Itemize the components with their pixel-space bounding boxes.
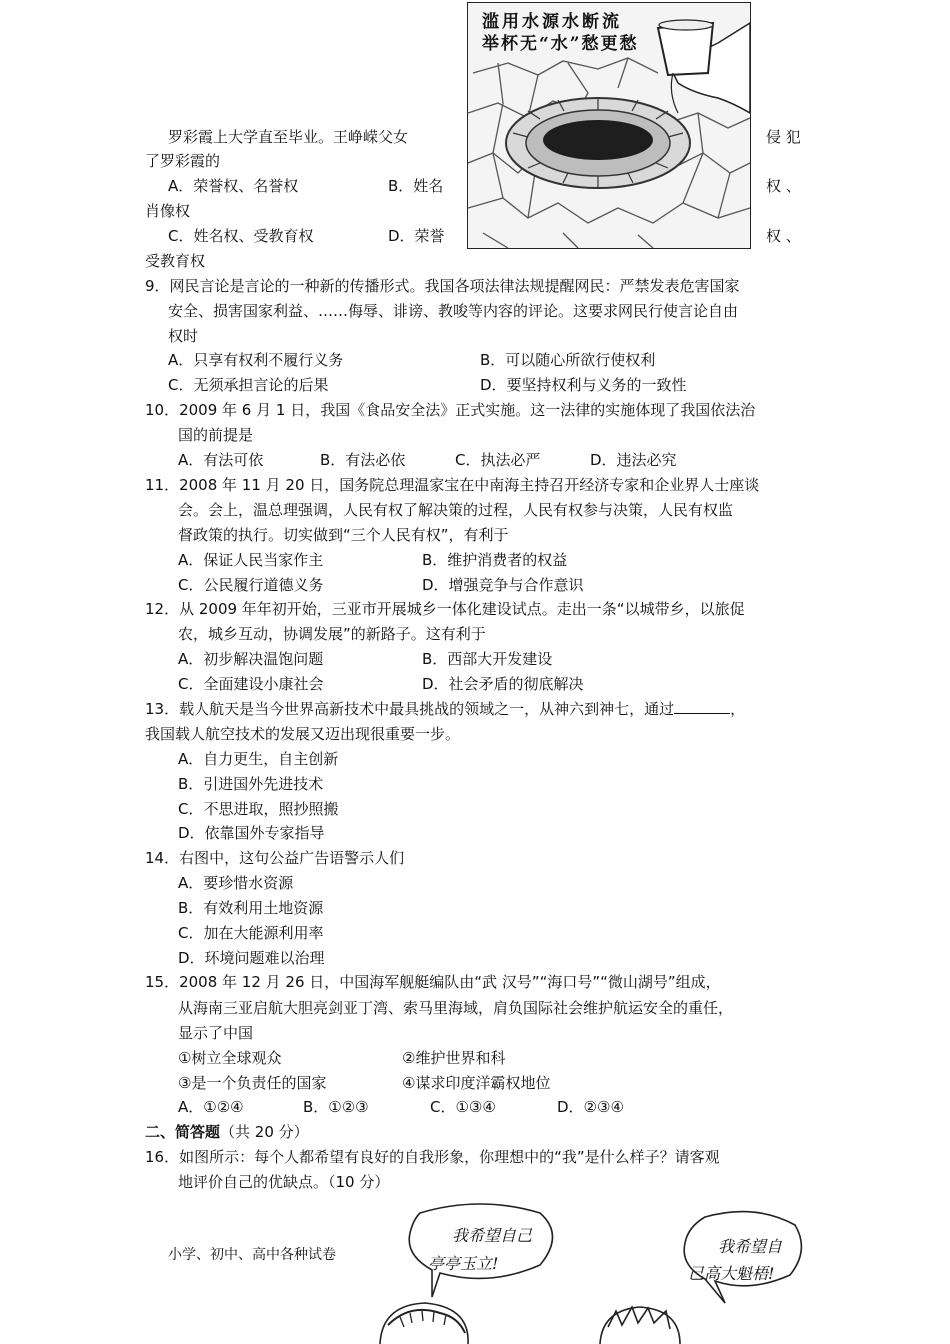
poster-slogan-line1: 滥用水源水断流 (482, 12, 622, 32)
q15-option-c: C．①③④ (430, 1098, 496, 1116)
q13-answer-blank (674, 699, 730, 714)
bubble1-text-line1: 我希望自己 (452, 1226, 533, 1245)
q8-option-d-end: 权 、 (766, 227, 801, 245)
q11-line2: 会。会上，温总理强调，人民有权了解决策的过程，人民有权参与决策，人民有权监 (178, 501, 734, 519)
q9-line2: 安全、损害国家利益、……侮辱、诽谤、教唆等内容的评论。这要求网民行使言论自由 (168, 302, 739, 320)
q12-option-a: A．初步解决温饱问题 (178, 650, 324, 668)
q15-statement-1: ①树立全球观众 (178, 1049, 282, 1067)
q15-option-d: D．②③④ (557, 1098, 624, 1116)
q8-option-d-cont: 受教育权 (145, 252, 206, 270)
poster-slogan-line2: 举杯无“水”愁更愁 (482, 34, 639, 54)
q8-option-d: D．荣誉 (388, 227, 445, 245)
q12-option-c: C．全面建设小康社会 (178, 675, 324, 693)
q13-option-d: D．依靠国外专家指导 (178, 824, 325, 842)
q11-option-d: D．增强竞争与合作意识 (422, 576, 584, 594)
q15-line1: 15．2008 年 12 月 26 日，中国海军舰艇编队由“武 汉号”“海口号”“微山湖号”组成， (145, 973, 721, 991)
q11-option-b: B．维护消费者的权益 (422, 551, 568, 569)
q15-option-b: B．①②③ (303, 1098, 369, 1116)
q15-line3: 显示了中国 (178, 1024, 254, 1042)
q11-line1: 11．2008 年 11 月 20 日，国务院总理温家宝在中南海主持召开经济专家和企业界人士座谈 (145, 476, 760, 494)
q11-line3: 督政策的执行。切实做到“三个人民有权”，有利于 (178, 526, 509, 544)
q8-option-a: A．荣誉权、名誉权 (168, 177, 299, 195)
bubble2-text-line2: 己高大魁梧! (688, 1264, 775, 1283)
q12-option-d: D．社会矛盾的彻底解决 (422, 675, 584, 693)
q8-stem-line1-end: 侵 犯 (766, 128, 801, 146)
q13-line1 (145, 699, 745, 719)
q9-option-a: A．只享有权利不履行义务 (168, 351, 344, 369)
q8-option-b-cont: 肖像权 (145, 202, 191, 220)
q16-line1: 16．如图所示：每个人都希望有良好的自我形象，你理想中的“我”是什么样子？请客观 (145, 1148, 720, 1166)
q10-line1: 10．2009 年 6 月 1 日，我国《食品安全法》正式实施。这一法律的实施体现了我国依法治 (145, 401, 756, 419)
q9-option-b: B．可以随心所欲行使权利 (480, 351, 656, 369)
q13-line1-text: 13．载人航天是当今世界高新技术中最具挑战的领域之一，从神六到神七，通过 (145, 700, 675, 718)
q12-line1: 12．从 2009 年年初开始，三亚市开展城乡一体化建设试点。走出一条“以城带乡，以旅促 (145, 600, 745, 618)
bubble1-text-line2: 亭亭玉立! (428, 1254, 499, 1273)
q14-option-d: D．环境问题难以治理 (178, 949, 325, 967)
q13-option-b: B．引进国外先进技术 (178, 775, 324, 793)
q8-stem-line1: 罗彩霞上大学直至毕业。王峥嵘父女 (168, 128, 409, 146)
q15-line2: 从海南三亚启航大胆亮剑亚丁湾、索马里海域，肩负国际社会维护航运安全的重任， (178, 999, 734, 1017)
q10-option-c: C．执法必严 (455, 451, 541, 469)
q9-option-c: C．无须承担言论的后果 (168, 376, 329, 394)
q8-stem-line2: 了罗彩霞的 (145, 152, 221, 170)
q15-statement-2: ②维护世界和科 (402, 1049, 506, 1067)
q10-option-b: B．有法必依 (320, 451, 406, 469)
q9-line1: 9．网民言论是言论的一种新的传播形式。我国各项法律法规提醒网民：严禁发表危害国家 (145, 277, 740, 295)
section2-heading (145, 1122, 309, 1142)
q12-line2: 农，城乡互动，协调发展”的新路子。这有利于 (178, 625, 486, 643)
q13-option-c: C．不思进取，照抄照搬 (178, 800, 339, 818)
q15-option-a: A．①②④ (178, 1098, 244, 1116)
q11-option-a: A．保证人民当家作主 (178, 551, 324, 569)
q14-option-a: A．要珍惜水资源 (178, 874, 294, 892)
q14-option-c: C．加在大能源利用率 (178, 924, 324, 942)
section2-title: 二、简答题 (145, 1123, 221, 1141)
q8-option-b: B．姓名 (388, 177, 444, 195)
q15-statement-4: ④谋求印度洋霸权地位 (402, 1074, 551, 1092)
q12-option-b: B．西部大开发建设 (422, 650, 553, 668)
q16-line2: 地评价自己的优缺点。（10 分） (178, 1173, 390, 1191)
section2-score: （共 20 分） (220, 1123, 309, 1141)
q13-line2: 我国载人航空技术的发展又迈出现很重要一步。 (145, 725, 461, 743)
q13-line1-tail: ， (730, 700, 746, 718)
q8-option-b-end: 权 、 (766, 177, 801, 195)
q9-option-d: D．要坚持权利与义务的一致性 (480, 376, 687, 394)
q10-option-a: A．有法可依 (178, 451, 264, 469)
q11-option-c: C．公民履行道德义务 (178, 576, 324, 594)
q9-line3: 权时 (168, 327, 199, 345)
water-poster-figure (467, 2, 751, 249)
footer-ad-text: 小学、初中、高中各种试卷 (168, 1247, 336, 1263)
q14-line1: 14．右图中，这句公益广告语警示人们 (145, 849, 405, 867)
q13-option-a: A．自力更生，自主创新 (178, 750, 339, 768)
bubble2-text-line1: 我希望自 (718, 1237, 783, 1256)
q8-option-c: C．姓名权、受教育权 (168, 227, 314, 245)
q10-option-d: D．违法必究 (590, 451, 677, 469)
q10-line2: 国的前提是 (178, 426, 254, 444)
q15-statement-3: ③是一个负责任的国家 (178, 1074, 327, 1092)
q14-option-b: B．有效利用土地资源 (178, 899, 324, 917)
